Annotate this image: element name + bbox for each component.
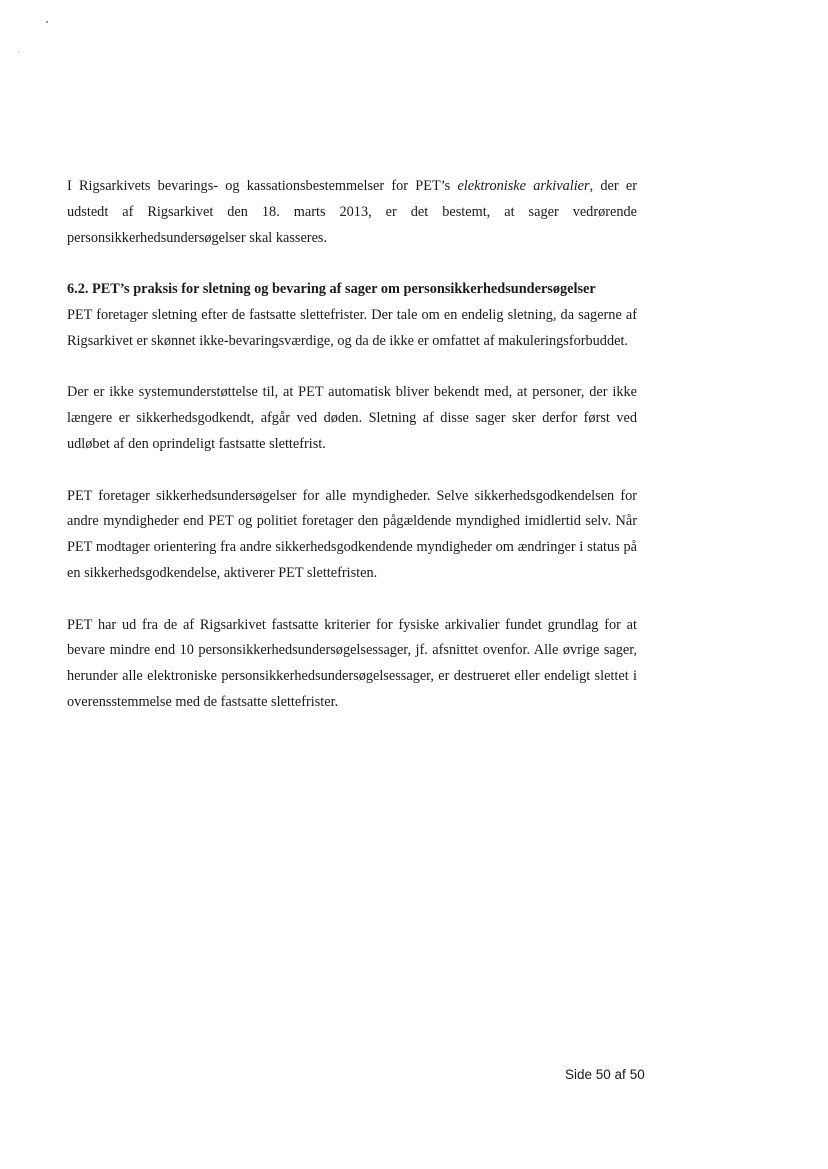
paragraph-text: , der er udstedt af Rigsarkivet den 18. marts 2013, er det bestemt, at sager vedrørende personsikkerhedsundersøgelser skal kasseres. bbox=[67, 178, 637, 246]
page-number-footer bbox=[565, 1067, 649, 1082]
paragraph-systemunderstoettelse: Der er ikke systemunderstøttelse til, at PET automatisk bliver bekendt med, at personer, der ikke længere er sikkerhedsgodkendt, afgår ved døden. Sletning af disse sager sker derfor først ved udløbet af den oprindeligt fastsatte slettefrist. bbox=[67, 384, 637, 452]
document-body bbox=[67, 174, 637, 716]
page-number-label: Side 50 af bbox=[565, 1067, 626, 1082]
page-total: 50 bbox=[629, 1067, 645, 1082]
paragraph-kassation bbox=[67, 174, 637, 251]
section-heading: 6.2. PET’s praksis for sletning og bevaring af sager om personsikkerhedsundersøgelser bbox=[67, 281, 596, 298]
paragraph-sletning: PET foretager sletning efter de fastsatte slettefrister. Der tale om en endelig sletning, da sagerne af Rigsarkivet er skønnet ikke-bevaringsværdige, og da de ikke er omfattet af makuleringsforbuddet. bbox=[67, 306, 637, 349]
emphasis-text: elektroniske arkivalier bbox=[457, 178, 590, 194]
paragraph-myndigheder: PET foretager sikkerhedsundersøgelser for alle myndigheder. Selve sikkerhedsgodkendelsen for andre myndigheder end PET og politiet foretager den pågældende myndighed imidlertid selv. Når PET modtager orientering fra andre sikkerhedsgodkendende myndigheder om ændringer i status på en sikkerhedsgodkendelse, aktiverer PET slettefristen. bbox=[67, 487, 637, 581]
paragraph-text: I Rigsarkivets bevarings- og kassationsbestemmelser for PET’s bbox=[67, 178, 458, 194]
paragraph-bevaring: PET har ud fra de af Rigsarkivet fastsatte kriterier for fysiske arkivalier fundet grundlag for at bevare mindre end 10 personsikkerhedsundersøgelsessager, jf. afsnittet ovenfor. Alle øvrige sager, herunder alle elektroniske personsikkerhedsundersøgelsessager, er destrueret eller endeligt slettet i overensstemmelse med de fastsatte slettefrister. bbox=[67, 616, 637, 710]
scan-speck bbox=[46, 21, 48, 23]
section-6-2 bbox=[67, 277, 637, 354]
scan-speck bbox=[18, 52, 19, 53]
